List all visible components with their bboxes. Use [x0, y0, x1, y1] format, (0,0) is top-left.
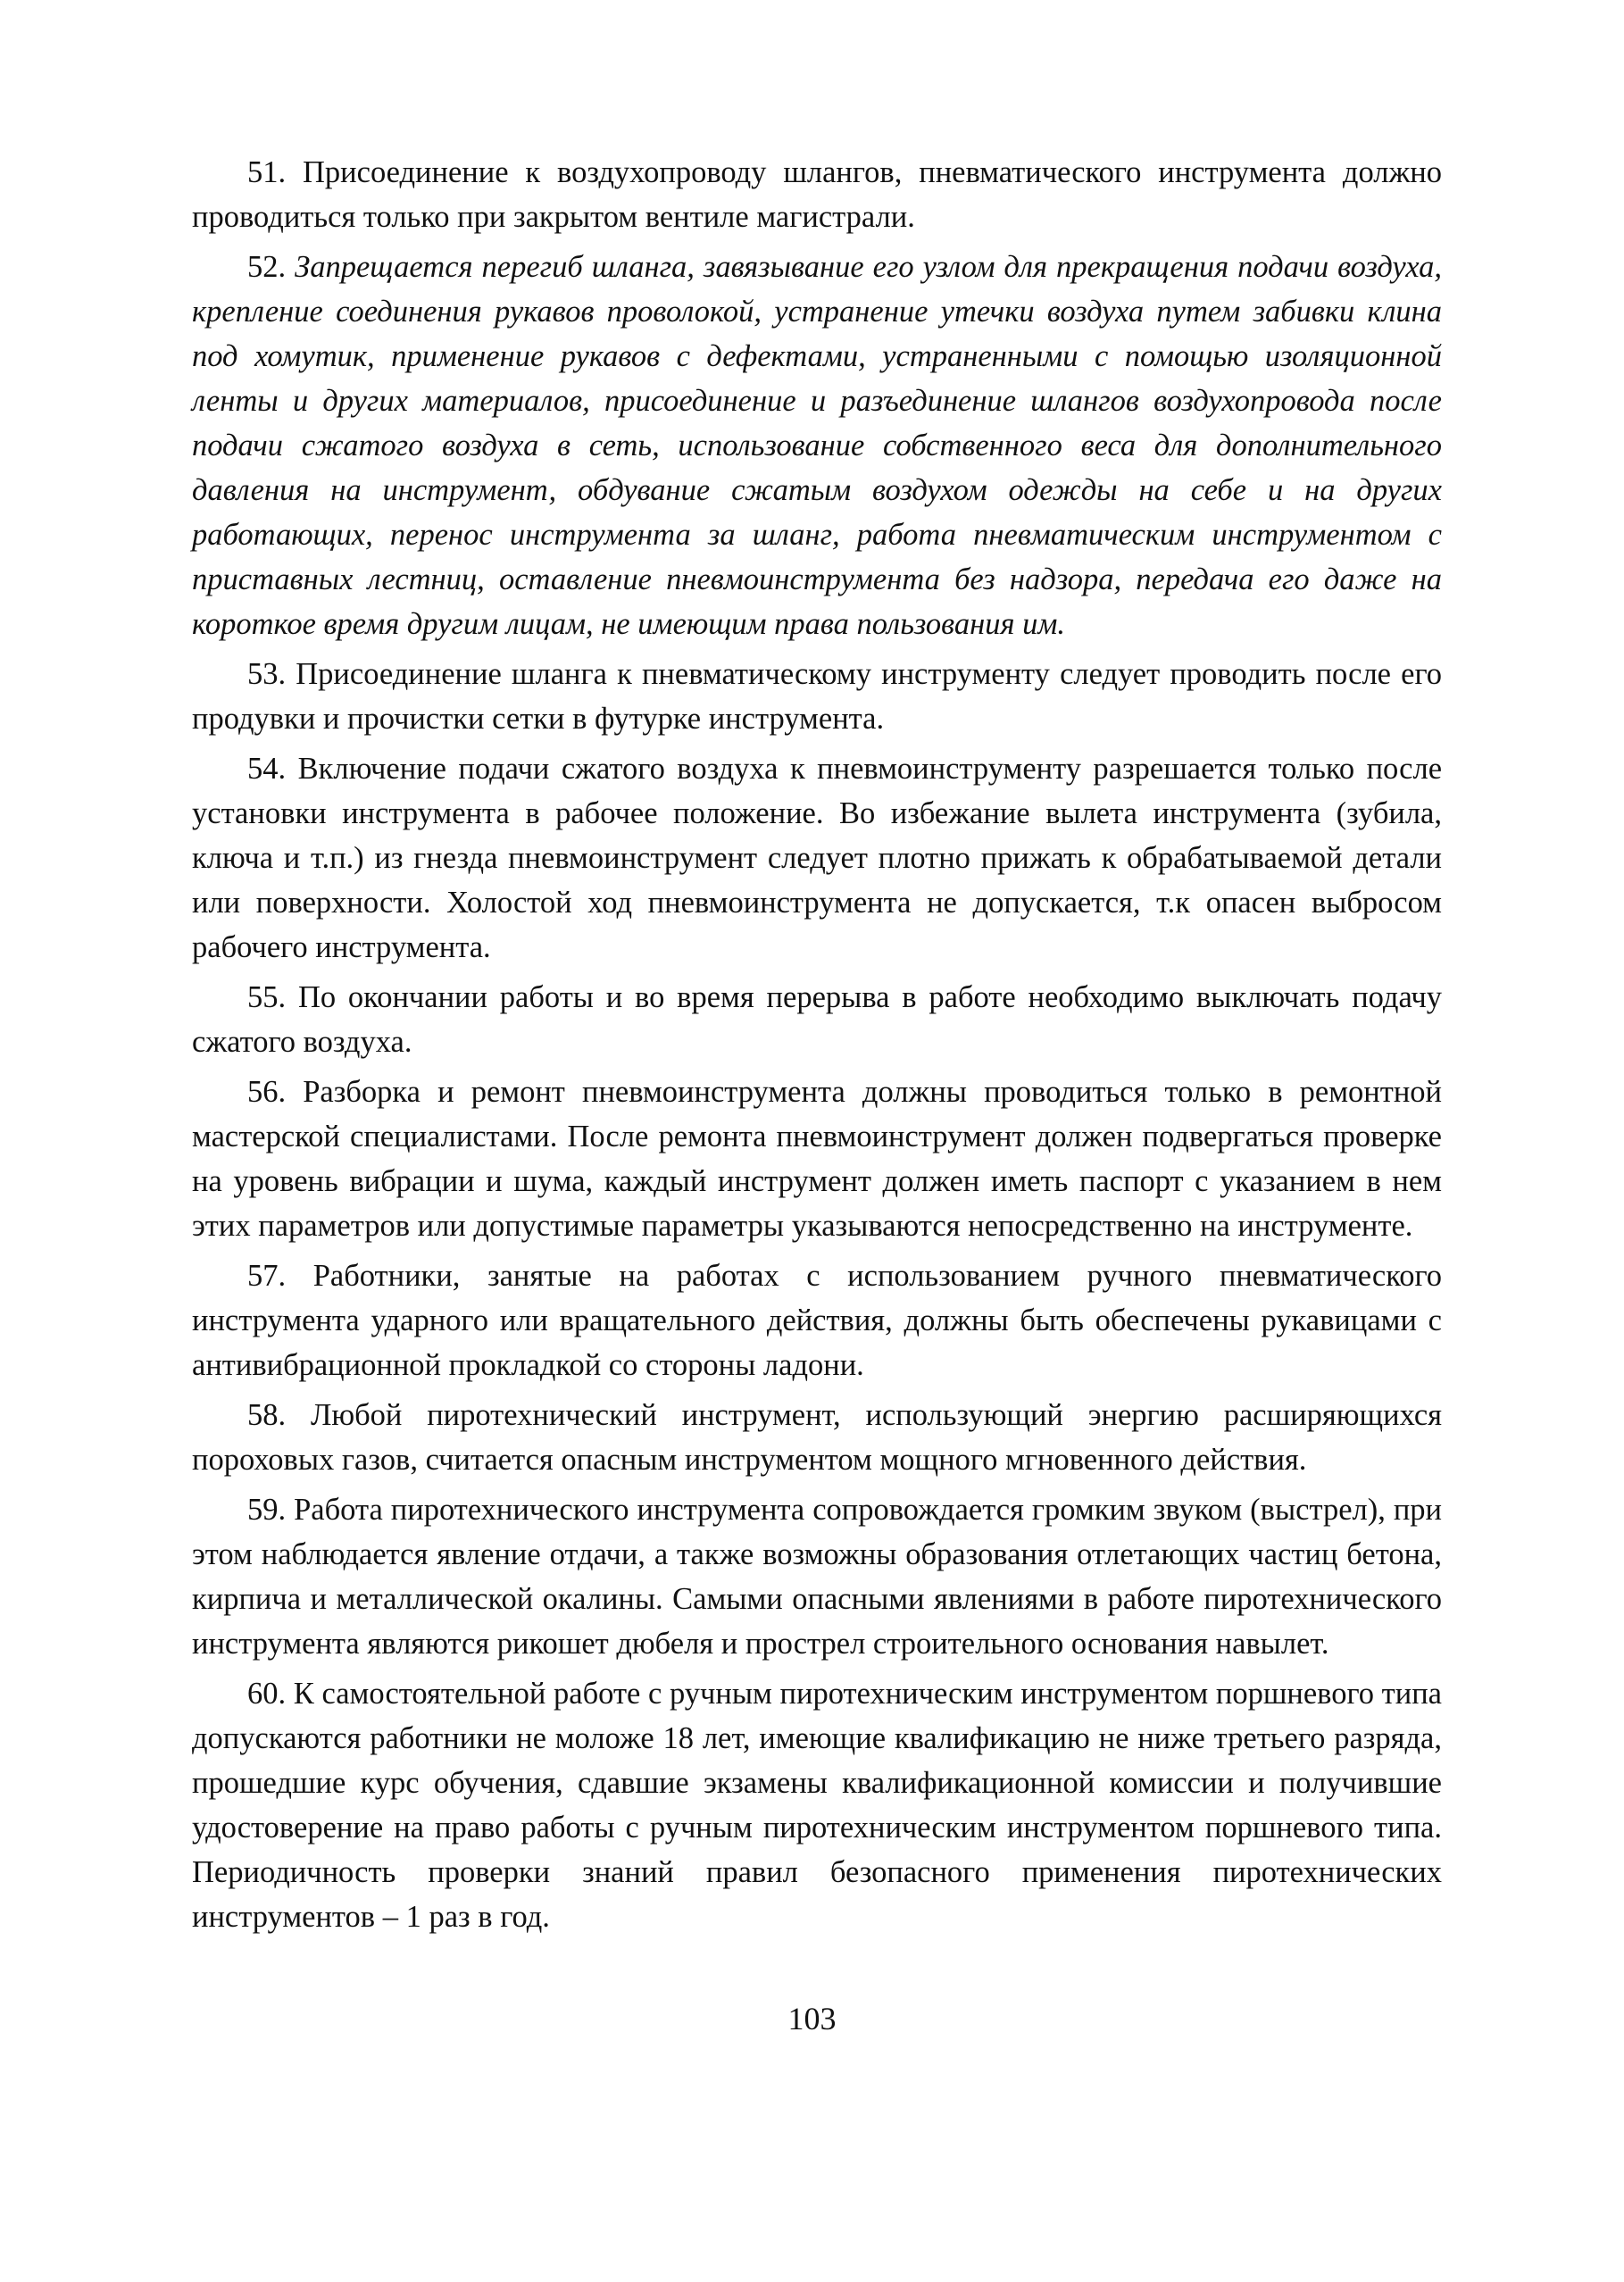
paragraph-text: Включение подачи сжатого воздуха к пневмоинструменту разрешается только после установки инструмента в рабочее положение. Во избежание вылета инструмента (зубила, ключа и т.п.) из гнезда пневмоинструмент следует плотно прижать к обрабатываемой детали или поверхности. Холостой ход пневмоинструмента не допускается, т.к опасен выбросом рабочего инструмента.	[192, 752, 1443, 964]
paragraph-52	[192, 245, 1442, 646]
paragraph-text: Любой пиротехнический инструмент, использующий энергию расширяющихся пороховых газов, считается опасным инструментом мощного мгновенного действия.	[192, 1398, 1443, 1477]
paragraph-58	[192, 1393, 1442, 1482]
paragraph-53	[192, 652, 1442, 741]
item-number: 51.	[247, 155, 287, 189]
paragraph-text: Запрещается перегиб шланга, завязывание его узлом для прекращения подачи воздуха, крепление соединения рукавов проволокой, устранение утечки воздуха путем забивки клина под хомутик, применение рукавов с дефектами, устраненными с помощью изоляционной ленты и других материалов, присоединение и разъединение шлангов воздухопровода после подачи сжатого воздуха в сеть, использование собственного веса для дополнительного давления на инструмент, обдувание сжатым воздухом одежды на себе и на других работающих, перенос инструмента за шланг, работа пневматическим инструментом с приставных лестниц, оставление пневмоинструмента без надзора, передача его даже на короткое время другим лицам, не имеющим права пользования им.	[192, 250, 1443, 641]
paragraph-text: Работники, занятые на работах с использованием ручного пневматического инструмента ударного или вращательного действия, должны быть обеспечены рукавицами с антивибрационной прокладкой со стороны ладони.	[192, 1259, 1442, 1382]
item-number: 56.	[247, 1075, 287, 1109]
paragraph-56	[192, 1070, 1442, 1248]
item-number: 52.	[247, 250, 287, 284]
item-number: 54.	[247, 752, 287, 786]
paragraph-text: По окончании работы и во время перерыва в работе необходимо выключать подачу сжатого воздуха.	[192, 980, 1442, 1059]
document-page	[192, 150, 1442, 1945]
page-number: 103	[787, 2001, 837, 2036]
paragraph-text: Присоединение шланга к пневматическому инструменту следует проводить после его продувки и прочистки сетки в футурке инструмента.	[192, 657, 1442, 736]
paragraph-55	[192, 975, 1442, 1064]
item-number: 57.	[247, 1259, 287, 1293]
item-number: 55.	[247, 980, 287, 1014]
paragraph-59	[192, 1487, 1442, 1666]
paragraph-text: Работа пиротехнического инструмента сопровождается громким звуком (выстрел), при этом наблюдается явление отдачи, а также возможны образования отлетающих частиц бетона, кирпича и металлической окалины. Самыми опасными явлениями в работе пиротехнического инструмента являются рикошет дюбеля и прострел строительного основания навылет.	[192, 1493, 1443, 1661]
paragraph-text: К самостоятельной работе с ручным пиротехническим инструментом поршневого типа допускаются работники не моложе 18 лет, имеющие квалификацию не ниже третьего разряда, прошедшие курс обучения, сдавшие экзамены квалификационной комиссии и получившие удостоверение на право работы с ручным пиротехническим инструментом поршневого типа. Периодичность проверки знаний правил безопасного применения пиротехнических инструментов – 1 раз в год.	[192, 1677, 1442, 1934]
item-number: 58.	[247, 1398, 287, 1432]
paragraph-text: Разборка и ремонт пневмоинструмента должны проводиться только в ремонтной мастерской специалистами. После ремонта пневмоинструмент должен подвергаться проверке на уровень вибрации и шума, каждый инструмент должен иметь паспорт с указанием в нем этих параметров или допустимые параметры указываются непосредственно на инструменте.	[192, 1075, 1442, 1243]
paragraph-60	[192, 1671, 1442, 1939]
item-number: 60.	[247, 1677, 287, 1711]
paragraph-51	[192, 150, 1442, 239]
item-number: 53.	[247, 657, 287, 691]
paragraph-54	[192, 746, 1442, 970]
item-number: 59.	[247, 1493, 287, 1527]
paragraph-57	[192, 1253, 1442, 1387]
paragraph-text: Присоединение к воздухопроводу шлангов, пневматического инструмента должно проводиться только при закрытом вентиле магистрали.	[192, 155, 1442, 234]
